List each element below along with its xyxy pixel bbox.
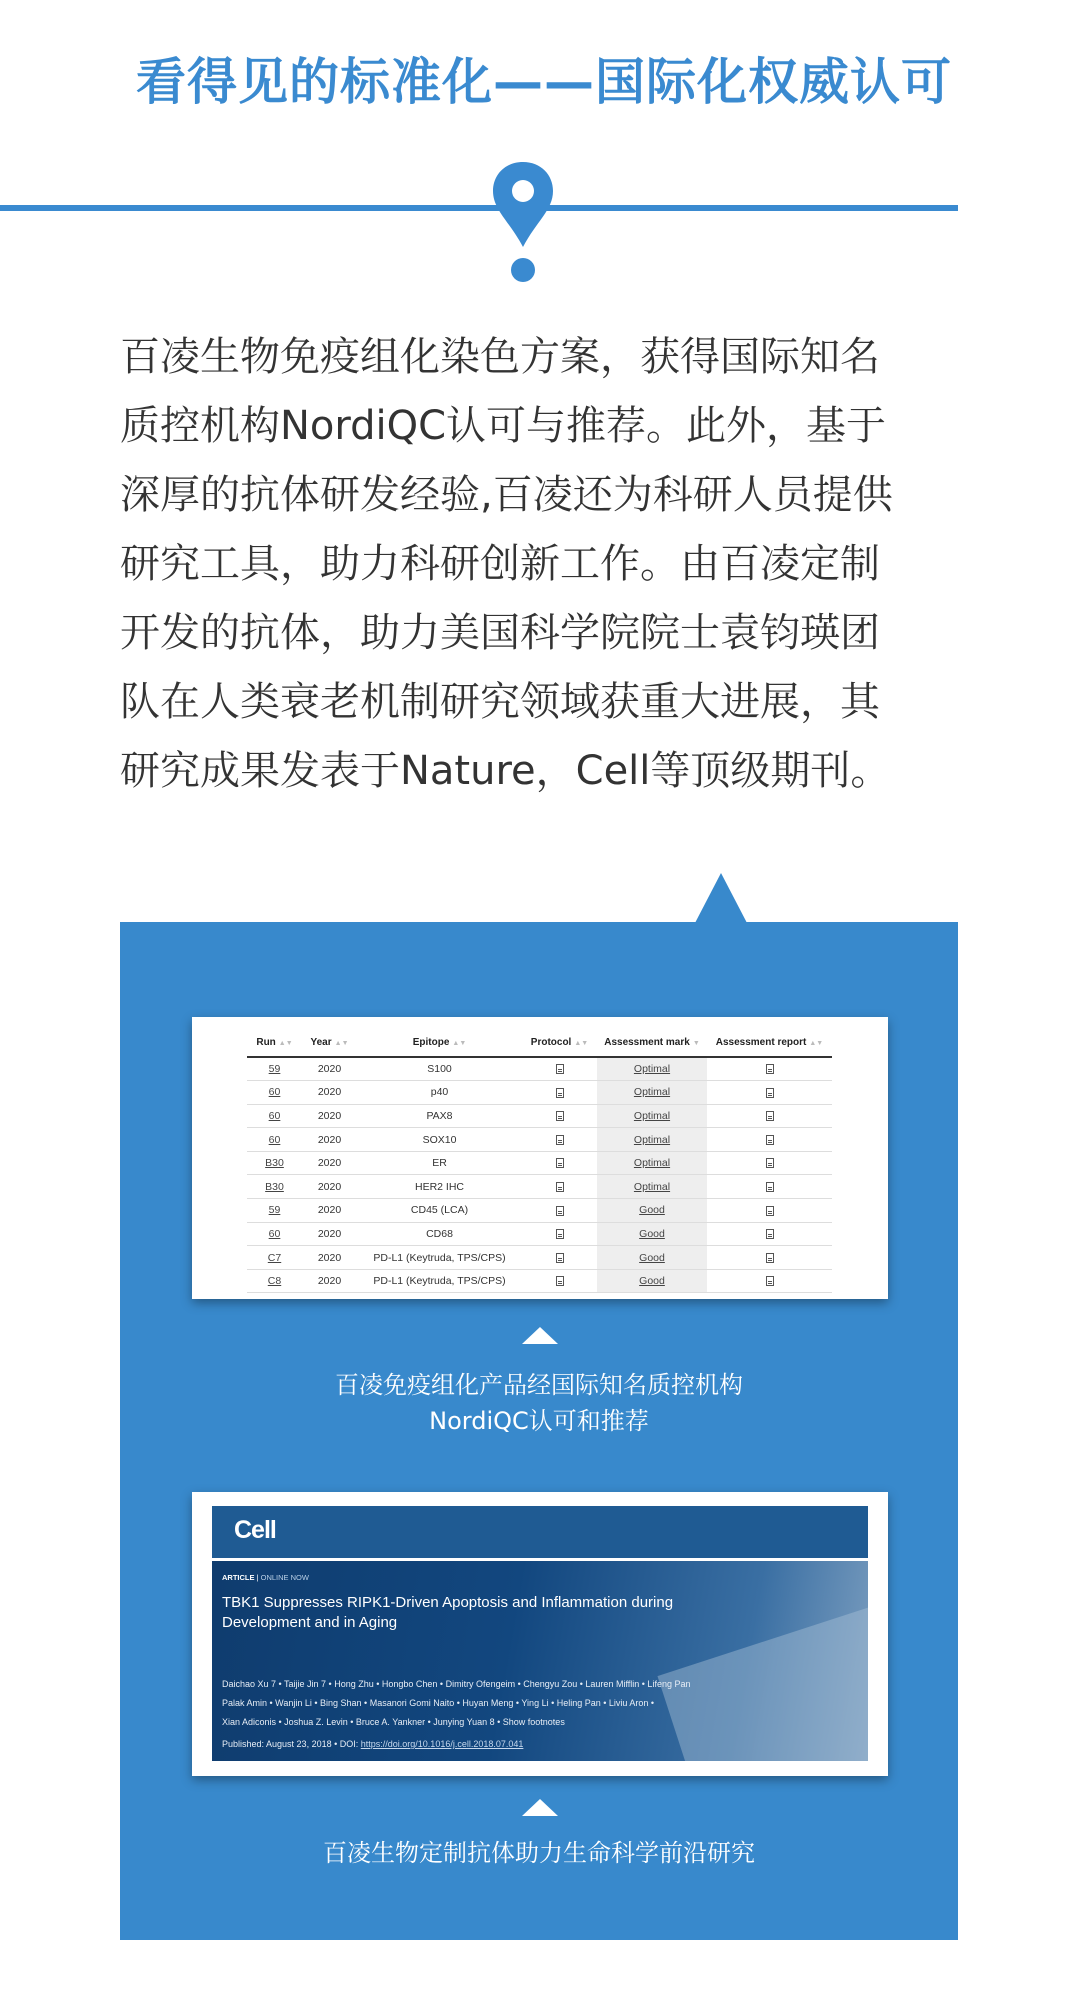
epitope-cell: S100	[357, 1057, 522, 1081]
assessment-mark-link[interactable]: Optimal	[597, 1128, 707, 1152]
protocol-cell[interactable]	[522, 1269, 597, 1293]
run-link[interactable]: 59	[247, 1057, 302, 1081]
assessment-mark-link[interactable]: Optimal	[597, 1057, 707, 1081]
published-date: Published: August 23, 2018 • DOI:	[222, 1739, 359, 1749]
assessment-mark-link[interactable]: Good	[597, 1269, 707, 1293]
epitope-cell: ER	[357, 1151, 522, 1175]
column-header[interactable]: Assessment report ▲▼	[707, 1029, 832, 1057]
table-row	[247, 1081, 832, 1105]
protocol-cell[interactable]	[522, 1199, 597, 1223]
intro-line: 质控机构NordiQC认可与推荐。此外，基于	[120, 403, 887, 449]
table-row	[247, 1057, 832, 1081]
table-row	[247, 1222, 832, 1246]
table-row	[247, 1151, 832, 1175]
document-icon[interactable]	[556, 1135, 564, 1145]
article-type-label: ARTICLE | ONLINE NOW	[222, 1573, 309, 1582]
protocol-cell[interactable]	[522, 1104, 597, 1128]
document-icon[interactable]	[556, 1111, 564, 1121]
divider-line	[0, 205, 958, 211]
report-cell[interactable]	[707, 1081, 832, 1105]
cell-caption: 百凌生物定制抗体助力生命科学前沿研究	[323, 1839, 755, 1867]
protocol-cell[interactable]	[522, 1057, 597, 1081]
author-line[interactable]: Palak Amin • Wanjin Li • Bing Shan • Masanori Gomi Naito • Huyan Meng • Ying Li • Heling Pan • Liviu Aron •	[222, 1698, 655, 1708]
run-link[interactable]: 60	[247, 1104, 302, 1128]
epitope-cell: PD-L1 (Keytruda, TPS/CPS)	[357, 1269, 522, 1293]
author-line[interactable]: Xian Adiconis • Joshua Z. Levin • Bruce A. Yankner • Junying Yuan 8 • Show footnotes	[222, 1717, 565, 1727]
nordiqc-screenshot	[192, 1017, 888, 1299]
report-cell[interactable]	[707, 1151, 832, 1175]
intro-line: 研究成果发表于Nature，Cell等顶级期刊。	[120, 748, 891, 794]
epitope-cell: CD68	[357, 1222, 522, 1246]
intro-line: 队在人类衰老机制研究领域获重大进展，其	[120, 679, 880, 725]
assessment-mark-link[interactable]: Optimal	[597, 1175, 707, 1199]
document-icon[interactable]	[556, 1253, 564, 1263]
assessment-mark-link[interactable]: Optimal	[597, 1151, 707, 1175]
epitope-cell: HER2 IHC	[357, 1175, 522, 1199]
run-link[interactable]: B30	[247, 1151, 302, 1175]
column-header[interactable]: Year ▲▼	[302, 1029, 357, 1057]
year-cell: 2020	[302, 1175, 357, 1199]
table-row	[247, 1246, 832, 1270]
document-icon[interactable]	[556, 1064, 564, 1074]
page-title: 看得见的标准化——国际化权威认可	[136, 53, 952, 111]
run-link[interactable]: 60	[247, 1081, 302, 1105]
column-header[interactable]: Assessment mark ▼	[597, 1029, 707, 1057]
document-icon[interactable]	[556, 1229, 564, 1239]
article-header	[212, 1561, 868, 1761]
online-now-label: ONLINE NOW	[260, 1573, 309, 1582]
year-cell: 2020	[302, 1246, 357, 1270]
year-cell: 2020	[302, 1151, 357, 1175]
epitope-cell: PD-L1 (Keytruda, TPS/CPS)	[357, 1246, 522, 1270]
nordiqc-caption	[120, 1367, 958, 1439]
caption-caret	[522, 1327, 558, 1344]
epitope-cell: CD45 (LCA)	[357, 1199, 522, 1223]
document-icon[interactable]	[556, 1158, 564, 1168]
author-line[interactable]: Daichao Xu 7 • Taijie Jin 7 • Hong Zhu • Hongbo Chen • Dimitry Ofengeim • Chengyu Zou • Lauren Mifflin • Lifeng Pan	[222, 1679, 691, 1689]
report-cell[interactable]	[707, 1246, 832, 1270]
article-type: ARTICLE	[222, 1573, 255, 1582]
protocol-cell[interactable]	[522, 1151, 597, 1175]
author-list[interactable]	[222, 1675, 742, 1732]
epitope-cell: p40	[357, 1081, 522, 1105]
document-icon[interactable]	[766, 1135, 774, 1145]
document-icon[interactable]	[766, 1088, 774, 1098]
year-cell: 2020	[302, 1104, 357, 1128]
run-link[interactable]: B30	[247, 1175, 302, 1199]
column-header[interactable]: Epitope ▲▼	[357, 1029, 522, 1057]
document-icon[interactable]	[766, 1253, 774, 1263]
doi-link[interactable]: https://doi.org/10.1016/j.cell.2018.07.041	[360, 1739, 524, 1749]
assessment-mark-link[interactable]: Good	[597, 1222, 707, 1246]
assessment-mark-link[interactable]: Good	[597, 1199, 707, 1223]
report-cell[interactable]	[707, 1128, 832, 1152]
table-row	[247, 1128, 832, 1152]
table-row	[247, 1104, 832, 1128]
article-title: TBK1 Suppresses RIPK1-Driven Apoptosis and Inflammation during Development and in Aging	[222, 1594, 674, 1631]
intro-line: 深厚的抗体研发经验,百凌还为科研人员提供	[120, 472, 893, 518]
publication-info	[222, 1739, 523, 1749]
protocol-cell[interactable]	[522, 1246, 597, 1270]
year-cell: 2020	[302, 1222, 357, 1246]
nordiqc-table	[247, 1029, 832, 1293]
run-link[interactable]: 60	[247, 1222, 302, 1246]
document-icon[interactable]	[556, 1276, 564, 1286]
document-icon[interactable]	[766, 1206, 774, 1216]
document-icon[interactable]	[766, 1158, 774, 1168]
report-cell[interactable]	[707, 1269, 832, 1293]
document-icon[interactable]	[766, 1111, 774, 1121]
caption-line: 百凌免疫组化产品经国际知名质控机构	[335, 1371, 743, 1399]
document-icon[interactable]	[556, 1182, 564, 1192]
year-cell: 2020	[302, 1081, 357, 1105]
run-link[interactable]: C7	[247, 1246, 302, 1270]
table-header-row	[247, 1029, 832, 1057]
document-icon[interactable]	[766, 1229, 774, 1239]
document-icon[interactable]	[766, 1064, 774, 1074]
protocol-cell[interactable]	[522, 1081, 597, 1105]
report-cell[interactable]	[707, 1175, 832, 1199]
document-icon[interactable]	[556, 1206, 564, 1216]
assessment-mark-link[interactable]: Optimal	[597, 1081, 707, 1105]
document-icon[interactable]	[766, 1276, 774, 1286]
protocol-cell[interactable]	[522, 1175, 597, 1199]
document-icon[interactable]	[556, 1088, 564, 1098]
assessment-mark-link[interactable]: Good	[597, 1246, 707, 1270]
caption-caret	[522, 1799, 558, 1816]
protocol-cell[interactable]	[522, 1222, 597, 1246]
table-row	[247, 1175, 832, 1199]
report-cell[interactable]	[707, 1104, 832, 1128]
run-link[interactable]: C8	[247, 1269, 302, 1293]
year-cell: 2020	[302, 1199, 357, 1223]
report-cell[interactable]	[707, 1222, 832, 1246]
cell-logo: Cell	[234, 1516, 276, 1544]
location-pin-icon	[490, 160, 556, 288]
column-header[interactable]: Protocol ▲▼	[522, 1029, 597, 1057]
caption-line: NordiQC认可和推荐	[429, 1407, 649, 1435]
column-header[interactable]: Run ▲▼	[247, 1029, 302, 1057]
cell-article-screenshot	[192, 1492, 888, 1776]
panel-pointer	[695, 873, 747, 923]
epitope-cell: PAX8	[357, 1104, 522, 1128]
intro-line: 百凌生物免疫组化染色方案，获得国际知名	[120, 334, 880, 380]
table-row	[247, 1269, 832, 1293]
report-cell[interactable]	[707, 1199, 832, 1223]
table-row	[247, 1199, 832, 1223]
year-cell: 2020	[302, 1057, 357, 1081]
intro-paragraph	[120, 323, 980, 806]
run-link[interactable]: 59	[247, 1199, 302, 1223]
cell-header-banner	[212, 1506, 868, 1558]
intro-line: 开发的抗体，助力美国科学院院士袁钧瑛团	[120, 610, 880, 656]
document-icon[interactable]	[766, 1182, 774, 1192]
assessment-mark-link[interactable]: Optimal	[597, 1104, 707, 1128]
intro-line: 研究工具，助力科研创新工作。由百凌定制	[120, 541, 880, 587]
protocol-cell[interactable]	[522, 1128, 597, 1152]
run-link[interactable]: 60	[247, 1128, 302, 1152]
epitope-cell: SOX10	[357, 1128, 522, 1152]
report-cell[interactable]	[707, 1057, 832, 1081]
year-cell: 2020	[302, 1269, 357, 1293]
year-cell: 2020	[302, 1128, 357, 1152]
